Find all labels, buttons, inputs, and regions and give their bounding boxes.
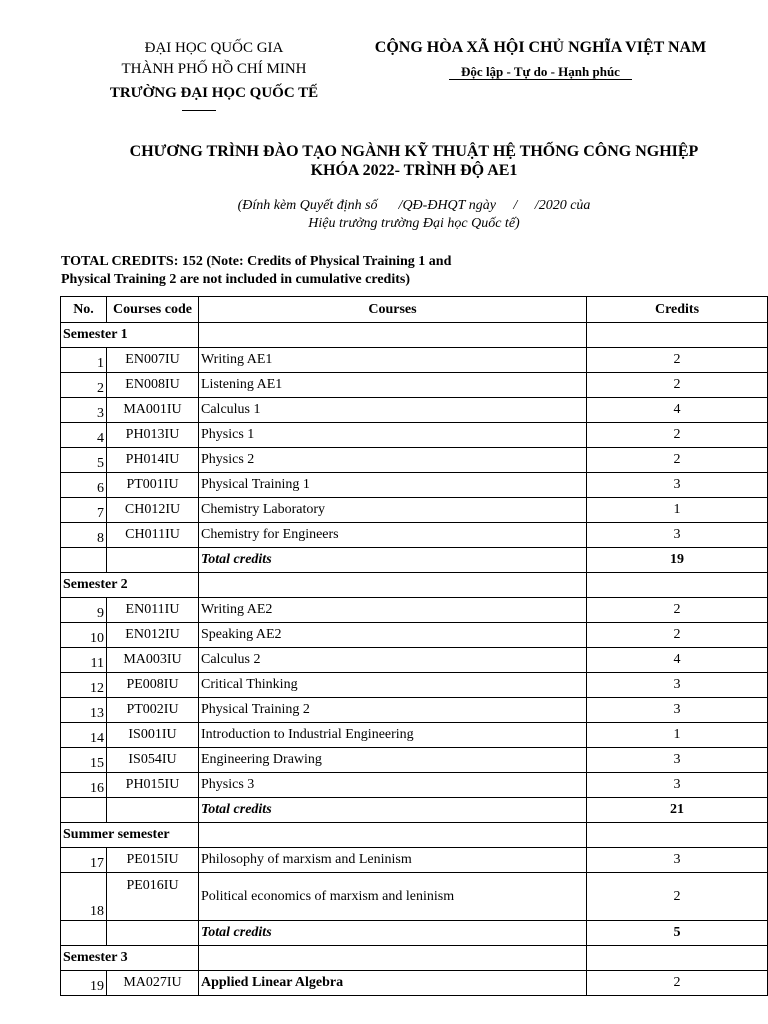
total-row — [61, 798, 768, 823]
semester-row — [61, 323, 768, 348]
row-no: 5 — [61, 448, 107, 473]
row-no: 4 — [61, 423, 107, 448]
total-value: 21 — [587, 798, 768, 823]
row-no: 19 — [61, 971, 107, 996]
table-row — [61, 971, 768, 996]
school-name: TRƯỜNG ĐẠI HỌC QUỐC TẾ — [109, 85, 319, 101]
row-code: EN008IU — [107, 373, 199, 398]
header-course: Courses — [199, 297, 587, 323]
table-row — [61, 398, 768, 423]
row-credits: 3 — [587, 523, 768, 548]
row-credits: 1 — [587, 723, 768, 748]
row-code: IS054IU — [107, 748, 199, 773]
row-code: MA027IU — [107, 971, 199, 996]
row-course: Chemistry Laboratory — [199, 498, 587, 523]
row-code: PH014IU — [107, 448, 199, 473]
row-code: EN012IU — [107, 623, 199, 648]
table-header-row — [61, 297, 768, 323]
row-code: PH015IU — [107, 773, 199, 798]
header-left — [98, 38, 330, 104]
row-code: PT001IU — [107, 473, 199, 498]
row-no: 9 — [61, 598, 107, 623]
total-value: 5 — [587, 921, 768, 946]
row-code: EN007IU — [107, 348, 199, 373]
row-course: Listening AE1 — [199, 373, 587, 398]
row-course: Calculus 2 — [199, 648, 587, 673]
table-row — [61, 748, 768, 773]
total-row — [61, 921, 768, 946]
total-credits-line-1: TOTAL CREDITS: 152 (Note: Credits of Physical Training 1 and — [61, 254, 452, 269]
total-label: Total credits — [199, 798, 587, 823]
row-course: Writing AE1 — [199, 348, 587, 373]
table-row — [61, 873, 768, 921]
table-row — [61, 648, 768, 673]
row-course: Critical Thinking — [199, 673, 587, 698]
row-course: Physics 3 — [199, 773, 587, 798]
semester-label: Summer semester — [61, 823, 199, 848]
header-credits: Credits — [587, 297, 768, 323]
row-credits: 4 — [587, 648, 768, 673]
row-no: 2 — [61, 373, 107, 398]
table-row — [61, 623, 768, 648]
row-credits: 4 — [587, 398, 768, 423]
row-course: Engineering Drawing — [199, 748, 587, 773]
table-row — [61, 598, 768, 623]
table-row — [61, 473, 768, 498]
total-row — [61, 548, 768, 573]
row-code: PT002IU — [107, 698, 199, 723]
row-code: MA001IU — [107, 398, 199, 423]
row-course: Speaking AE2 — [199, 623, 587, 648]
table-row — [61, 673, 768, 698]
attachment-note — [60, 197, 768, 233]
row-no: 6 — [61, 473, 107, 498]
row-credits: 2 — [587, 971, 768, 996]
row-credits: 2 — [587, 373, 768, 398]
row-course: Physical Training 1 — [199, 473, 587, 498]
table-row — [61, 498, 768, 523]
row-credits: 2 — [587, 448, 768, 473]
row-credits: 3 — [587, 773, 768, 798]
row-code: PE008IU — [107, 673, 199, 698]
row-no: 7 — [61, 498, 107, 523]
row-code: PE016IU — [107, 873, 199, 921]
row-credits: 2 — [587, 348, 768, 373]
total-credits-note — [61, 253, 531, 289]
header-right — [333, 36, 748, 81]
row-no: 10 — [61, 623, 107, 648]
table-row — [61, 848, 768, 873]
row-credits: 2 — [587, 598, 768, 623]
row-no: 17 — [61, 848, 107, 873]
row-code: CH012IU — [107, 498, 199, 523]
row-no: 15 — [61, 748, 107, 773]
row-credits: 2 — [587, 623, 768, 648]
row-code: EN011IU — [107, 598, 199, 623]
row-course: Philosophy of marxism and Leninism — [199, 848, 587, 873]
semester-label: Semester 1 — [61, 323, 199, 348]
row-code: PH013IU — [107, 423, 199, 448]
row-credits: 3 — [587, 848, 768, 873]
total-value: 19 — [587, 548, 768, 573]
document-title — [60, 142, 768, 180]
semester-label: Semester 2 — [61, 573, 199, 598]
header-underline — [182, 110, 216, 111]
total-credits-line-2: Physical Training 2 are not included in cumulative credits) — [61, 272, 410, 287]
country-name: CỘNG HÒA XÃ HỘI CHỦ NGHĨA VIỆT NAM — [374, 39, 707, 56]
row-course: Calculus 1 — [199, 398, 587, 423]
table-row — [61, 773, 768, 798]
row-no: 16 — [61, 773, 107, 798]
title-line-2: KHÓA 2022- TRÌNH ĐỘ AE1 — [310, 162, 518, 179]
row-no: 11 — [61, 648, 107, 673]
row-course: Political economics of marxism and leninism — [199, 873, 587, 921]
row-credits: 3 — [587, 748, 768, 773]
national-university-name: ĐẠI HỌC QUỐC GIA — [144, 40, 284, 56]
row-credits: 3 — [587, 673, 768, 698]
row-credits: 2 — [587, 423, 768, 448]
table-row — [61, 723, 768, 748]
row-credits: 3 — [587, 473, 768, 498]
header-code: Courses code — [107, 297, 199, 323]
motto: Độc lập - Tự do - Hạnh phúc — [449, 64, 632, 80]
row-course: Applied Linear Algebra — [199, 971, 587, 996]
row-no: 18 — [61, 873, 107, 921]
row-credits: 1 — [587, 498, 768, 523]
table-row — [61, 523, 768, 548]
table-row — [61, 423, 768, 448]
attachment-line-2: Hiệu trưởng trường Đại học Quốc tế) — [308, 216, 520, 231]
header-no: No. — [61, 297, 107, 323]
total-label: Total credits — [199, 548, 587, 573]
row-course: Physics 1 — [199, 423, 587, 448]
table-row — [61, 348, 768, 373]
row-code: PE015IU — [107, 848, 199, 873]
semester-row — [61, 573, 768, 598]
row-no: 13 — [61, 698, 107, 723]
table-row — [61, 448, 768, 473]
semester-label: Semester 3 — [61, 946, 199, 971]
row-course: Introduction to Industrial Engineering — [199, 723, 587, 748]
title-line-1: CHƯƠNG TRÌNH ĐÀO TẠO NGÀNH KỸ THUẬT HỆ THỐNG CÔNG NGHIỆP — [129, 143, 699, 160]
city-name: THÀNH PHỐ HỒ CHÍ MINH — [121, 61, 307, 77]
row-no: 3 — [61, 398, 107, 423]
table-row — [61, 698, 768, 723]
row-no: 8 — [61, 523, 107, 548]
row-code: MA003IU — [107, 648, 199, 673]
semester-row — [61, 946, 768, 971]
row-code: IS001IU — [107, 723, 199, 748]
table-row — [61, 373, 768, 398]
row-no: 14 — [61, 723, 107, 748]
courses-table — [60, 296, 768, 996]
row-course: Writing AE2 — [199, 598, 587, 623]
row-no: 12 — [61, 673, 107, 698]
row-course: Physics 2 — [199, 448, 587, 473]
row-credits: 2 — [587, 873, 768, 921]
semester-row — [61, 823, 768, 848]
row-course: Chemistry for Engineers — [199, 523, 587, 548]
row-no: 1 — [61, 348, 107, 373]
row-credits: 3 — [587, 698, 768, 723]
row-code: CH011IU — [107, 523, 199, 548]
attachment-line-1: (Đính kèm Quyết định số /QĐ-ĐHQT ngày / /2020 của — [237, 198, 591, 213]
row-course: Physical Training 2 — [199, 698, 587, 723]
total-label: Total credits — [199, 921, 587, 946]
